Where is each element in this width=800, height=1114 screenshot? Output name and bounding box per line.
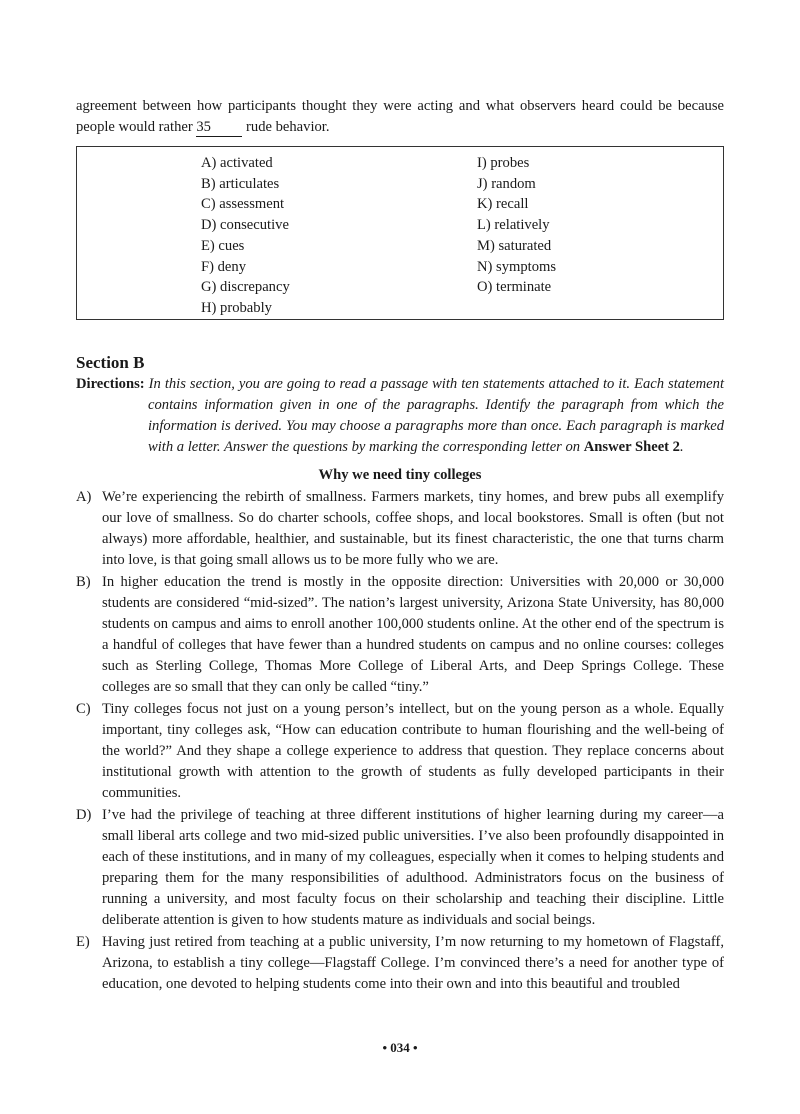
answer-blank: 35 [196, 119, 242, 137]
word-bank-left-column [201, 153, 290, 319]
word-option: F) deny [201, 258, 246, 275]
paragraph-text: I’ve had the privilege of teaching at three different institutions of higher learning during my career—a small liberal arts college and two mid-sized public universities. I’ve also been profoundly disappointed in each of these institutions, and in many of my colleagues, especially when it comes to helping students and preparing them for the many responsibilities of adulthood. Administrators focus on the business of running a university, and most faculty focus on their scholarship and teaching their discipline. Little deliberate attention is given to how students mature as individuals and social beings. [102, 807, 724, 928]
paragraph-letter: E) [76, 934, 90, 950]
passage-paragraph [76, 805, 724, 931]
paragraph-letter: A) [76, 489, 92, 505]
paragraph-letter: B) [76, 574, 91, 590]
directions-label: Directions: [76, 376, 145, 392]
word-option: K) recall [477, 196, 529, 213]
intro-text-after: rude behavior. [246, 119, 330, 135]
word-option: B) articulates [201, 175, 280, 192]
section-title: Section B [76, 353, 145, 372]
passage-paragraph [76, 699, 724, 804]
word-option: H) probably [201, 299, 272, 316]
paragraph-letter: C) [76, 701, 91, 717]
intro-paragraph [76, 96, 724, 138]
word-option: J) random [477, 175, 536, 192]
word-option: L) relatively [477, 217, 550, 234]
word-option: A) activated [201, 155, 273, 171]
paragraph-text: In higher education the trend is mostly in the opposite direction: Universities with 20,000 or 30,000 students are considered “mid-sized”. The nation’s largest university, Arizona State University, has 80,000 students on campus and aims to enroll another 100,000 students online. At the other end of the spectrum is a handful of colleges that have fewer than a hundred students on campus and no online courses: colleges such as Sterling College, Thomas More College of Liberal Arts, and Deep Springs College. These colleges are so small that they can only be called “tiny.” [102, 574, 724, 695]
passage-paragraph [76, 572, 724, 698]
page-content [76, 96, 724, 995]
passage-paragraph [76, 932, 724, 995]
intro-text-before: agreement between how participants thought they were acting and what observers heard could be because people would rather [76, 98, 724, 135]
word-option: C) assessment [201, 196, 285, 213]
word-bank-box [76, 146, 724, 320]
word-option: N) symptoms [477, 258, 557, 275]
word-option: E) cues [201, 237, 245, 254]
directions [76, 374, 724, 458]
passage-title: Why we need tiny colleges [318, 467, 482, 483]
word-option: O) terminate [477, 279, 552, 296]
word-option: I) probes [477, 155, 530, 171]
directions-end: . [679, 439, 684, 455]
passage-paragraph [76, 487, 724, 571]
word-option: M) saturated [477, 237, 552, 254]
paragraph-text: Tiny colleges focus not just on a young person’s intellect, but on the young person as a whole. Equally important, tiny colleges ask, “How can education contribute to human flourishing and the well-being of the world?” And they shape a college experience to address that question. They replace concerns about institutional growth with attention to the growth of students as fully developed participants in their communities. [102, 701, 724, 801]
paragraph-letter: D) [76, 807, 92, 823]
paragraph-text: We’re experiencing the rebirth of smallness. Farmers markets, tiny homes, and brew pubs all exemplify our love of smallness. So do charter schools, coffee shops, and local bookstores. Small is often (but not always) more affordable, healthier, and sustainable, but its finest characteristic, the one that turns charm into love, is that going small allows us to be more fully who we are. [102, 489, 724, 568]
directions-text: In this section, you are going to read a passage with ten statements attached to it. Each statement contains information given in one of the paragraphs. Identify the paragraph from which the information is derived. You may choose a paragraphs more than once. Each paragraph is marked with a letter. Answer the questions by marking the corresponding letter on [148, 376, 724, 455]
word-option: G) discrepancy [201, 279, 290, 296]
page-number: • 034 • [382, 1040, 418, 1055]
paragraph-text: Having just retired from teaching at a public university, I’m now returning to my hometown of Flagstaff, Arizona, to establish a tiny college—Flagstaff College. I’m convinced there’s a need for another type of education, one devoted to helping students come into their own and into this beautiful and troubled [102, 934, 724, 992]
directions-answer-sheet: Answer Sheet 2 [583, 439, 680, 455]
word-bank-right-column [477, 153, 556, 298]
word-option: D) consecutive [201, 217, 289, 234]
